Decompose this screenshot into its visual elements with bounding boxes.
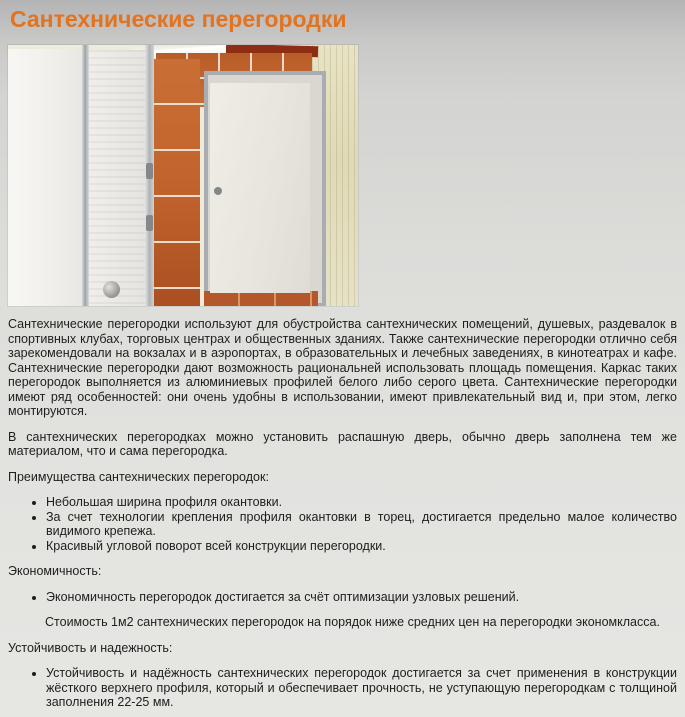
photo-partition-panel [89,50,145,306]
photo-left-partition-door [8,49,82,306]
photo-white-door [210,83,310,293]
article-body [8,317,677,710]
list-item: • Устойчивость и надёжность сантехнических перегородок достигается за счет применения в конструкции жёсткого верхнего профиля, который и обеспечивает прочность, не уступающую перегородкам с толщиной заполнения 22-25 мм. [46,666,677,710]
photo-aluminum-profile-left [82,45,89,306]
economy-note: Стоимость 1м2 сантехнических перегородок на порядок ниже средних цен на перегородки экономкласса. [45,615,660,630]
page-title: Сантехнические перегородки [10,6,347,32]
photo-hinge [146,163,153,179]
photo-hinge [146,215,153,231]
stability-heading: Устойчивость и надежность: [8,640,173,655]
advantages-heading: Преимущества сантехнических перегородок: [8,469,269,484]
list-item: • Небольшая ширина профиля окантовки. [46,495,677,510]
intro-paragraph: Сантехнические перегородки используют для обустройства сантехнических помещений, душевых, раздевалок в спортивных клубах, торговых центрах и общественных зданиях. Также сантехнические перегородки отлично себя зарекомендовали на вокзалах и в аэропортах, в образовательных и лечебных заведениях, в кинотеатрах и кафе. Сантехнические перегородки дают возможность рациональней использовать площадь помещения. Каркас таких перегородок выполняется из алюминиевых профилей белого либо серого цвета. Сантехнические перегородки имеют ряд особенностей: они очень удобны в использовании, имеют привлекательный вид и, при этом, легко монтируются. [8,317,677,419]
photo-orange-tile-column [154,59,200,306]
economy-list [8,590,677,605]
advantages-list [8,495,677,553]
list-item: • Экономичность перегородок достигается за счёт оптимизации узловых решений. [46,590,677,605]
list-item: • Красивый угловой поворот всей конструкции перегородки. [46,539,677,554]
partitions-photo [8,45,358,306]
photo-floor-tiles [204,291,318,306]
stability-list [8,666,677,710]
list-item: • За счет технологии крепления профиля окантовки в торец, достигается предельно малое количество видимого крепежа. [46,510,677,539]
door-paragraph: В сантехнических перегородках можно установить распашную дверь, обычно дверь заполнена тем же материалом, что и сама перегородка. [8,429,677,459]
economy-heading: Экономичность: [8,564,102,579]
